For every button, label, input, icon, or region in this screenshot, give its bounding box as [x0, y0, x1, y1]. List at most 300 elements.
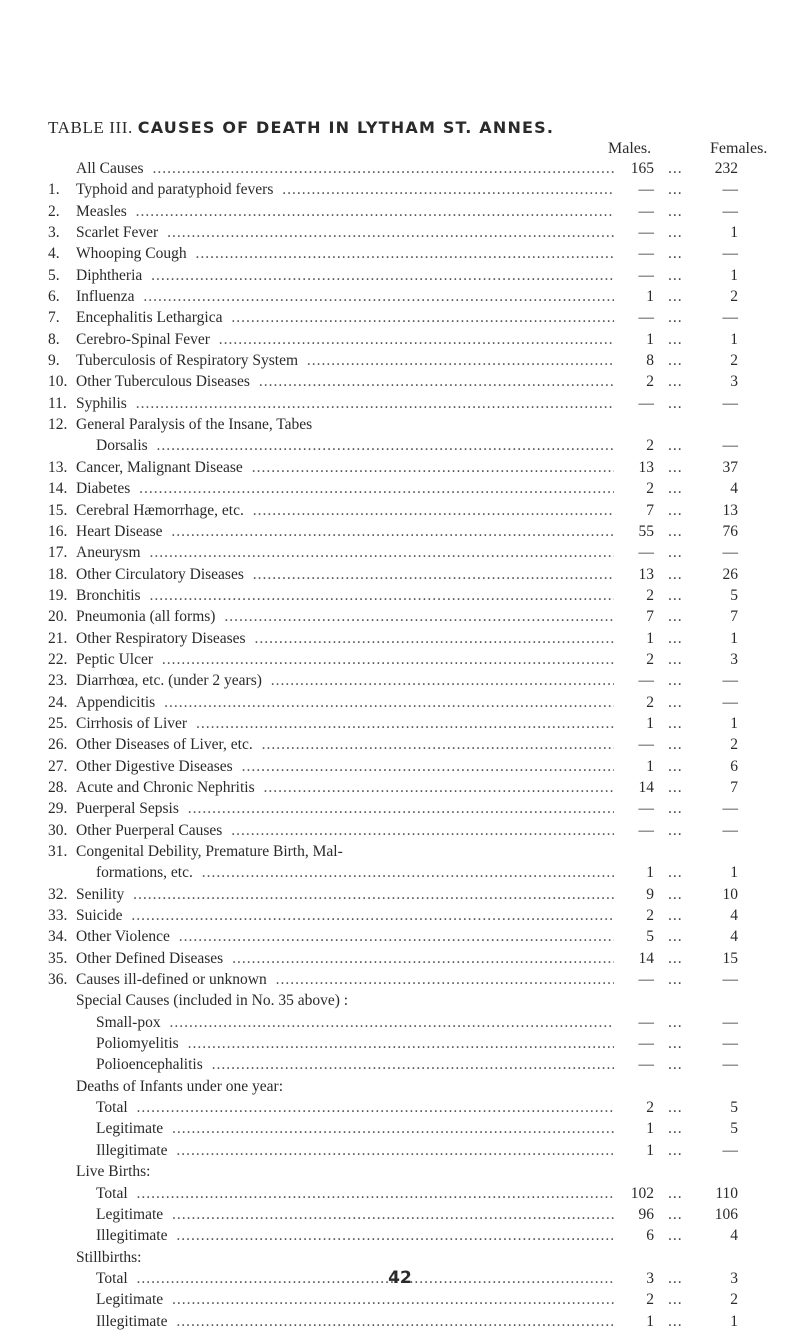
table-row	[0, 886, 800, 907]
row-number: 28.	[48, 778, 68, 796]
column-separator-dots: ...	[668, 160, 683, 177]
column-separator-dots: ...	[668, 1035, 683, 1053]
females-value: —	[722, 672, 738, 690]
row-label-text: Puerperal Sepsis	[76, 800, 183, 817]
column-separator-dots: ...	[668, 693, 683, 711]
males-value: 13	[614, 566, 654, 584]
table-row	[0, 587, 800, 608]
column-separator-dots: ...	[668, 821, 683, 839]
column-separator-dots: ...	[668, 1141, 683, 1159]
row-number: 6.	[48, 288, 60, 306]
row-label	[76, 736, 616, 754]
column-separator-dots: ...	[668, 288, 683, 306]
row-label	[96, 1185, 636, 1203]
row-label	[76, 843, 616, 861]
row-label-text: formations, etc.	[96, 864, 197, 881]
row-number: 31.	[48, 843, 68, 860]
row-label	[76, 672, 616, 690]
table-row	[0, 800, 800, 821]
row-label-text: Other Digestive Diseases	[76, 758, 237, 775]
column-separator-dots: ...	[668, 586, 683, 604]
row-number: 16.	[48, 522, 68, 540]
table-row	[0, 1035, 800, 1056]
males-value: 2	[614, 1099, 654, 1117]
males-value: 5	[614, 928, 654, 946]
row-label	[96, 1014, 636, 1032]
row-number: 10.	[48, 373, 68, 391]
table-row	[0, 502, 800, 523]
row-label	[76, 630, 616, 648]
row-label	[76, 587, 616, 605]
column-separator-dots: ...	[668, 1013, 683, 1031]
row-number: 30.	[48, 821, 68, 839]
row-label-text: Special Causes (included in No. 35 above) :	[76, 992, 352, 1009]
row-label-text: Diarrhœa, etc. (under 2 years)	[76, 672, 266, 689]
row-label	[76, 1078, 616, 1096]
row-label-text: Pneumonia (all forms)	[76, 608, 219, 625]
row-label	[76, 992, 616, 1010]
females-value: 1	[730, 629, 738, 647]
row-label	[96, 1035, 636, 1053]
column-separator-dots: ...	[668, 736, 683, 754]
row-label-text: Cerebral Hæmorrhage, etc.	[76, 502, 248, 519]
row-label-text: Cirrhosis of Liver	[76, 715, 191, 732]
row-label	[76, 181, 616, 199]
females-value: 5	[730, 586, 738, 604]
females-value: 37	[722, 458, 738, 476]
row-number: 22.	[48, 650, 68, 668]
females-value: 2	[730, 288, 738, 306]
table-row	[0, 758, 800, 779]
column-separator-dots: ...	[668, 181, 683, 199]
row-label	[76, 544, 616, 562]
females-value: —	[722, 1056, 738, 1074]
females-value: 106	[714, 1205, 738, 1223]
row-label	[76, 352, 616, 370]
row-label	[76, 160, 616, 178]
row-label-text: Acute and Chronic Nephritis	[76, 779, 259, 796]
column-separator-dots: ...	[668, 1312, 683, 1330]
row-label-text: Other Diseases of Liver, etc.	[76, 736, 257, 753]
row-number: 12.	[48, 416, 68, 434]
table-row	[0, 224, 800, 245]
column-separator-dots: ...	[668, 714, 683, 732]
females-value: —	[722, 1013, 738, 1031]
row-label-text: Illegitimate	[96, 1142, 171, 1159]
table-row	[0, 160, 800, 181]
table-heading: CAUSES OF DEATH IN LYTHAM ST. ANNES.	[137, 118, 555, 137]
row-number: 26.	[48, 736, 68, 754]
males-value: 55	[614, 523, 654, 541]
column-separator-dots: ...	[668, 394, 683, 412]
row-number: 13.	[48, 458, 68, 476]
table-row	[0, 1227, 800, 1248]
table-row	[0, 480, 800, 501]
males-value: —	[614, 1035, 654, 1053]
row-number: 15.	[48, 501, 68, 519]
table-row	[0, 544, 800, 565]
table-row	[0, 608, 800, 629]
column-separator-dots: ...	[668, 480, 683, 498]
row-label-text: Suicide	[76, 907, 127, 924]
table-row	[0, 437, 800, 458]
row-label-text: Cancer, Malignant Disease	[76, 459, 247, 476]
column-separator-dots: ...	[668, 245, 683, 263]
males-value: —	[614, 309, 654, 327]
table-row	[0, 203, 800, 224]
females-value: —	[722, 437, 738, 455]
row-label-text: Dorsalis	[96, 437, 152, 454]
column-separator-dots: ...	[668, 672, 683, 690]
row-label-text: Measles	[76, 203, 131, 220]
table-row	[0, 1185, 800, 1206]
row-number: 17.	[48, 544, 68, 562]
row-label-text: Illegitimate	[96, 1227, 171, 1244]
males-value: 9	[614, 886, 654, 904]
row-label-text: Diphtheria	[76, 267, 146, 284]
row-label-text: Poliomyelitis	[96, 1035, 183, 1052]
row-label-text: Influenza	[76, 288, 139, 305]
table-row	[0, 736, 800, 757]
table-row	[0, 331, 800, 352]
females-value: —	[722, 309, 738, 327]
column-separator-dots: ...	[668, 907, 683, 925]
males-value: —	[614, 224, 654, 242]
table-row	[0, 395, 800, 416]
row-label	[76, 480, 616, 498]
table-row	[0, 971, 800, 992]
row-label	[76, 566, 616, 584]
males-value: 13	[614, 459, 654, 477]
table-row	[0, 822, 800, 843]
females-value: 4	[730, 1227, 738, 1245]
column-separator-dots: ...	[668, 437, 683, 455]
males-value: —	[614, 267, 654, 285]
row-label-text: Diabetes	[76, 480, 134, 497]
row-label	[76, 416, 616, 434]
row-label	[76, 950, 616, 968]
row-label-text: Total	[96, 1099, 132, 1116]
table-row	[0, 992, 800, 1013]
causes-table	[0, 160, 800, 1334]
males-value: 6	[614, 1227, 654, 1245]
row-number: 8.	[48, 330, 60, 348]
row-number: 18.	[48, 565, 68, 583]
males-value: —	[614, 181, 654, 199]
row-number: 14.	[48, 480, 68, 498]
row-label-text: Causes ill-defined or unknown	[76, 971, 271, 988]
column-separator-dots: ...	[668, 266, 683, 284]
row-number: 2.	[48, 202, 60, 220]
row-label-text: Other Puerperal Causes	[76, 822, 226, 839]
males-value: 2	[614, 651, 654, 669]
row-label	[76, 523, 616, 541]
row-number: 4.	[48, 245, 60, 263]
males-value: —	[614, 736, 654, 754]
females-value: —	[722, 1035, 738, 1053]
row-number: 33.	[48, 907, 68, 925]
column-separator-dots: ...	[668, 949, 683, 967]
row-label	[96, 1056, 636, 1074]
row-number: 25.	[48, 714, 68, 732]
table-row	[0, 288, 800, 309]
table-row	[0, 1163, 800, 1184]
males-value: 1	[614, 1142, 654, 1160]
males-value: 1	[614, 1313, 654, 1331]
males-value: —	[614, 971, 654, 989]
table-title	[48, 118, 790, 138]
males-value: 1	[614, 864, 654, 882]
table-row	[0, 416, 800, 437]
row-number: 35.	[48, 949, 68, 967]
males-value: 2	[614, 480, 654, 498]
row-label-text: All Causes	[76, 160, 148, 177]
females-value: 1	[730, 224, 738, 242]
column-separator-dots: ...	[668, 373, 683, 391]
row-label	[76, 1163, 616, 1181]
row-label	[76, 502, 616, 520]
males-value: —	[614, 1014, 654, 1032]
row-label	[76, 694, 616, 712]
males-value: 2	[614, 437, 654, 455]
row-label	[76, 886, 616, 904]
row-label-text: General Paralysis of the Insane, Tabes	[76, 416, 316, 433]
males-value: —	[614, 203, 654, 221]
females-value: 3	[730, 650, 738, 668]
females-value: 15	[722, 949, 738, 967]
table-row	[0, 672, 800, 693]
males-value: 165	[614, 160, 654, 178]
row-label-text: Congenital Debility, Premature Birth, Mal-	[76, 843, 347, 860]
row-number: 23.	[48, 672, 68, 690]
females-value: 10	[722, 885, 738, 903]
row-label-text: Whooping Cough	[76, 245, 191, 262]
males-value: 1	[614, 331, 654, 349]
column-separator-dots: ...	[668, 1099, 683, 1117]
males-value: 1	[614, 715, 654, 733]
males-value: 1	[614, 1120, 654, 1138]
table-row	[0, 1014, 800, 1035]
females-value: 1	[730, 330, 738, 348]
males-value: 1	[614, 288, 654, 306]
row-label-text: Peptic Ulcer	[76, 651, 157, 668]
females-value: 5	[730, 1099, 738, 1117]
row-label	[76, 608, 616, 626]
row-number: 36.	[48, 971, 68, 989]
table-row	[0, 309, 800, 330]
row-label-text: Other Respiratory Diseases	[76, 630, 250, 647]
table-row	[0, 630, 800, 651]
table-row	[0, 1249, 800, 1270]
females-value: —	[722, 245, 738, 263]
row-number: 24.	[48, 693, 68, 711]
column-separator-dots: ...	[668, 330, 683, 348]
males-value: 2	[614, 907, 654, 925]
row-label-text: Encephalitis Lethargica	[76, 309, 226, 326]
column-separator-dots: ...	[668, 864, 683, 882]
table-row	[0, 1056, 800, 1077]
column-separator-dots: ...	[668, 971, 683, 989]
table-row	[0, 245, 800, 266]
column-separator-dots: ...	[668, 202, 683, 220]
column-separator-dots: ...	[668, 1291, 683, 1309]
column-separator-dots: ...	[668, 352, 683, 370]
row-label	[76, 971, 616, 989]
column-separator-dots: ...	[668, 458, 683, 476]
row-label	[96, 1142, 636, 1160]
row-label	[76, 267, 616, 285]
column-separator-dots: ...	[668, 1269, 683, 1287]
males-value: 14	[614, 950, 654, 968]
column-separator-dots: ...	[668, 1205, 683, 1223]
table-row	[0, 715, 800, 736]
row-label-text: Typhoid and paratyphoid fevers	[76, 181, 277, 198]
males-value: —	[614, 800, 654, 818]
males-value: 2	[614, 373, 654, 391]
table-row	[0, 1142, 800, 1163]
row-label	[96, 1227, 636, 1245]
row-label-text: Other Violence	[76, 928, 174, 945]
row-label-text: Other Circulatory Diseases	[76, 566, 248, 583]
males-value: —	[614, 395, 654, 413]
table-row	[0, 373, 800, 394]
row-label-text: Illegitimate	[96, 1313, 171, 1330]
females-value: 4	[730, 907, 738, 925]
males-value: 102	[614, 1185, 654, 1203]
row-label-text: Senility	[76, 886, 128, 903]
row-label-text: Legitimate	[96, 1291, 167, 1308]
row-label	[76, 459, 616, 477]
row-label-text: Syphilis	[76, 395, 131, 412]
table-row	[0, 523, 800, 544]
row-number: 7.	[48, 309, 60, 327]
row-number: 19.	[48, 586, 68, 604]
table-row	[0, 1313, 800, 1334]
males-value: 2	[614, 694, 654, 712]
females-value: 7	[730, 608, 738, 626]
row-label	[96, 1120, 636, 1138]
row-label	[96, 1313, 636, 1331]
row-number: 27.	[48, 757, 68, 775]
females-value: —	[722, 544, 738, 562]
row-number: 29.	[48, 800, 68, 818]
males-value: —	[614, 544, 654, 562]
females-value: 5	[730, 1120, 738, 1138]
row-label	[96, 1099, 636, 1117]
table-row	[0, 950, 800, 971]
row-label	[76, 331, 616, 349]
row-label	[96, 864, 636, 882]
females-value: 76	[722, 522, 738, 540]
row-label	[76, 309, 616, 327]
females-value: 2	[730, 736, 738, 754]
table-row	[0, 352, 800, 373]
males-value: 96	[614, 1206, 654, 1224]
row-label	[76, 758, 616, 776]
table-row	[0, 1291, 800, 1312]
column-separator-dots: ...	[668, 608, 683, 626]
females-value: —	[722, 971, 738, 989]
row-label	[76, 928, 616, 946]
females-value: 3	[730, 1269, 738, 1287]
females-value: —	[722, 800, 738, 818]
females-value: 26	[722, 565, 738, 583]
column-separator-dots: ...	[668, 800, 683, 818]
table-row	[0, 928, 800, 949]
column-separator-dots: ...	[668, 522, 683, 540]
column-header-males: Males.	[608, 140, 652, 157]
table-row	[0, 267, 800, 288]
table-label: TABLE III.	[48, 118, 133, 137]
row-label	[76, 373, 616, 391]
column-separator-dots: ...	[668, 1056, 683, 1074]
column-separator-dots: ...	[668, 778, 683, 796]
females-value: —	[722, 821, 738, 839]
males-value: 3	[614, 1270, 654, 1288]
row-label-text: Scarlet Fever	[76, 224, 162, 241]
row-label-text: Legitimate	[96, 1206, 167, 1223]
males-value: 8	[614, 352, 654, 370]
females-value: 2	[730, 352, 738, 370]
table-row	[0, 566, 800, 587]
column-separator-dots: ...	[668, 1120, 683, 1138]
row-label	[96, 437, 636, 455]
females-value: 4	[730, 480, 738, 498]
males-value: 7	[614, 608, 654, 626]
females-value: 1	[730, 714, 738, 732]
row-number: 34.	[48, 928, 68, 946]
row-label	[76, 1249, 616, 1267]
males-value: —	[614, 245, 654, 263]
table-row	[0, 694, 800, 715]
column-separator-dots: ...	[668, 1184, 683, 1202]
row-label	[76, 822, 616, 840]
row-number: 9.	[48, 352, 60, 370]
females-value: 1	[730, 864, 738, 882]
row-label-text: Cerebro-Spinal Fever	[76, 331, 214, 348]
males-value: —	[614, 822, 654, 840]
females-value: —	[722, 693, 738, 711]
row-number: 1.	[48, 181, 60, 199]
row-label-text: Tuberculosis of Respiratory System	[76, 352, 302, 369]
column-separator-dots: ...	[668, 629, 683, 647]
row-label-text: Other Defined Diseases	[76, 950, 227, 967]
table-row	[0, 1099, 800, 1120]
males-value: —	[614, 1056, 654, 1074]
row-number: 20.	[48, 608, 68, 626]
females-value: 2	[730, 1291, 738, 1309]
table-row	[0, 1120, 800, 1141]
row-label	[76, 288, 616, 306]
row-label	[76, 203, 616, 221]
females-value: 1	[730, 1312, 738, 1330]
table-row	[0, 864, 800, 885]
males-value: 2	[614, 587, 654, 605]
males-value: 1	[614, 630, 654, 648]
females-value: 232	[714, 160, 738, 177]
column-separator-dots: ...	[668, 565, 683, 583]
row-label	[76, 715, 616, 733]
row-label-text: Bronchitis	[76, 587, 145, 604]
table-row	[0, 651, 800, 672]
females-value: 3	[730, 373, 738, 391]
column-separator-dots: ...	[668, 544, 683, 562]
row-number: 11.	[48, 394, 67, 412]
page-number: 42	[388, 1268, 412, 1288]
column-separator-dots: ...	[668, 757, 683, 775]
row-label	[76, 651, 616, 669]
table-row	[0, 843, 800, 864]
